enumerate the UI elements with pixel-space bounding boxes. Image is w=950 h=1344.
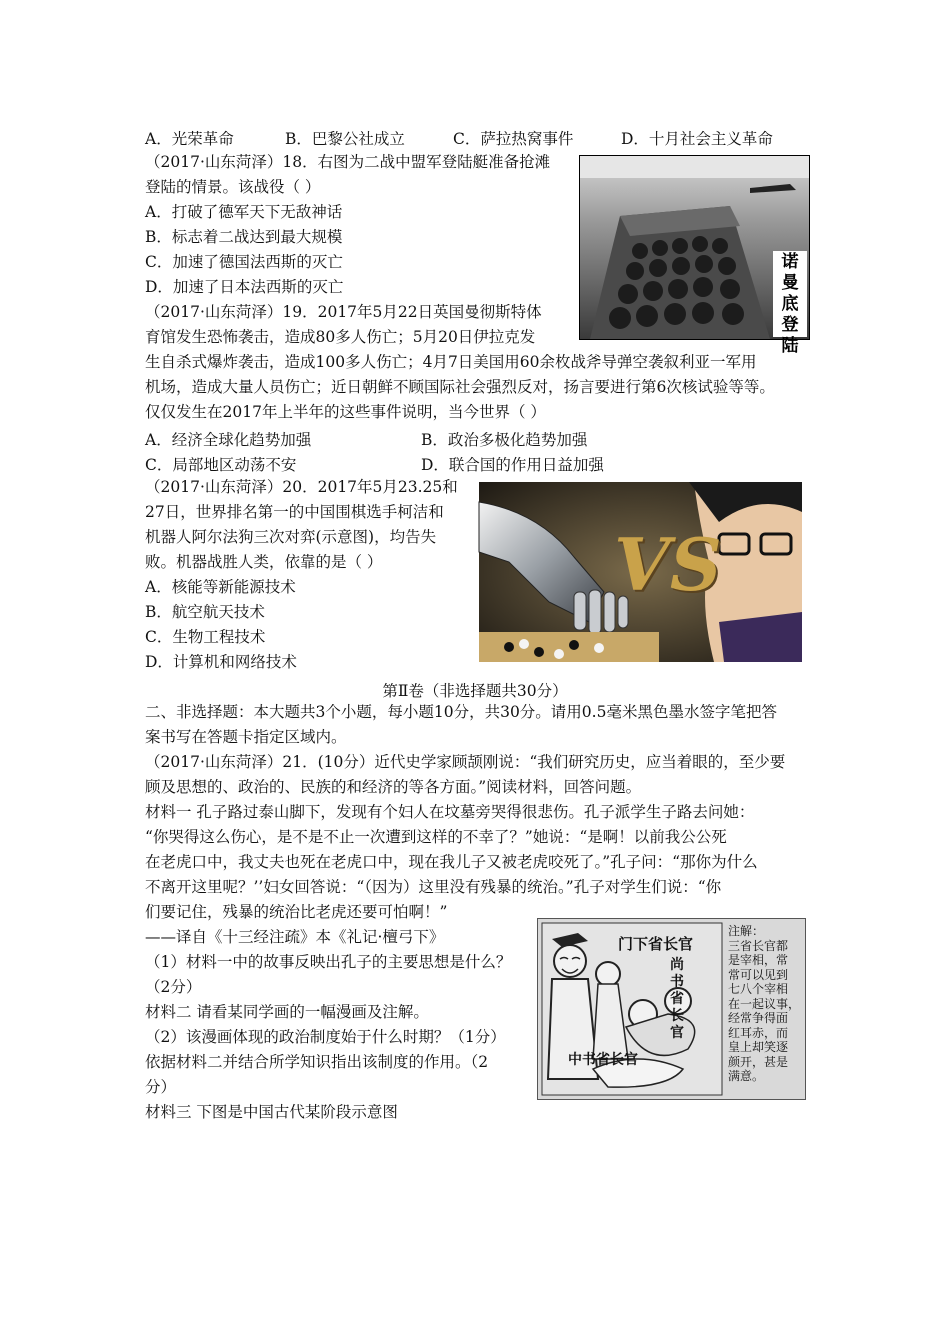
material1-source: ——译自《十三经注疏》本《礼记·檀弓下》 (145, 928, 445, 946)
normandy-caption: 诺曼底登陆 (781, 252, 799, 356)
q18-option-a: A．打破了德军天下无敌神话 (145, 203, 343, 221)
q19-stem-line: 机场，造成大量人员伤亡；近日朝鲜不顾国际社会强烈反对，扬言要进行第6次核试验等等。 (145, 378, 775, 396)
q20-option-a: A．核能等新能源技术 (145, 578, 296, 596)
q19-stem-line: 育馆发生恐怖袭击，造成80多人伤亡；5月20日伊拉克发 (145, 328, 536, 346)
q20-stem-line: 27日，世界排名第一的中国围棋选手柯洁和 (145, 503, 444, 521)
q17-option-a: A．光荣革命 (145, 130, 234, 148)
material1-line: 不离开这里呢？’’妇女回答说：“（因为）这里没有残暴的统治。”孔子对学生们说：“你 (145, 878, 722, 896)
q18-stem-line: （2017·山东菏泽）18．右图为二战中盟军登陆艇准备抢滩 (145, 153, 551, 171)
note-line: 经常争得面 (728, 1011, 789, 1025)
section-intro-line: 二、非选择题：本大题共3个小题，每小题10分，共30分。请用0.5毫米黑色墨水签字笔把答 (145, 703, 777, 721)
q20-option-d: D．计算机和网络技术 (145, 653, 297, 671)
q21-sub1-line: （1）材料一中的故事反映出孔子的主要思想是什么？ (145, 953, 512, 971)
q17-option-c: C．萨拉热窝事件 (453, 130, 574, 148)
q21-sub2-line: （2）该漫画体现的政治制度始于什么时期？（1分） (145, 1028, 506, 1046)
section-title: 第Ⅱ卷（非选择题共30分） (382, 682, 568, 700)
note-line: 三省长官都 (728, 938, 789, 953)
q18-option-b: B．标志着二战达到最大规模 (145, 228, 343, 246)
q20-stem-line: 败。机器战胜人类，依靠的是（ ） (145, 553, 383, 571)
q18-option-c: C．加速了德国法西斯的灭亡 (145, 253, 343, 271)
q18-stem-line: 登陆的情景。该战役（ ） (145, 178, 321, 196)
q21-stem-line: 顾及思想的、政治的、民族的和经济的等各方面。”阅读材料，回答问题。 (145, 778, 642, 796)
q20-option-c: C．生物工程技术 (145, 628, 266, 646)
vs-text: VS (614, 522, 722, 607)
three-departments-cartoon (537, 918, 806, 1100)
label-shangshu: 尚书省长官 (670, 957, 684, 1041)
q17-option-b: B．巴黎公社成立 (285, 130, 405, 148)
note-line: 皇上却笑逐 (728, 1040, 789, 1054)
material1-line: “你哭得这么伤心，是不是不止一次遭到这样的不幸了？”她说：“是啊！以前我公公死 (145, 828, 727, 846)
note-line: 颜开，甚是 (728, 1054, 789, 1069)
note-line: 常可以见到 (728, 967, 789, 982)
q20-option-b: B．航空航天技术 (145, 603, 265, 621)
q19-option-c: C．局部地区动荡不安 (145, 456, 297, 474)
cartoon-annotation (728, 924, 802, 1084)
q19-option-d: D．联合国的作用日益加强 (421, 456, 604, 474)
label-menxia: 门下省长官 (618, 935, 694, 953)
note-line: 注解： (728, 924, 765, 938)
note-line: 满意。 (728, 1069, 765, 1083)
note-line: 是宰相，常 (728, 953, 789, 967)
q20-stem-line: （2017·山东菏泽）20．2017年5月23.25和 (145, 478, 458, 496)
label-zhongshu: 中书省长官 (568, 1052, 638, 1068)
note-line: 在一起议事， (728, 996, 801, 1011)
material1-line: 在老虎口中，我丈夫也死在老虎口中，现在我儿子又被老虎咬死了。”孔子问：“那你为什么 (145, 853, 758, 871)
q17-option-d: D．十月社会主义革命 (621, 130, 773, 148)
q19-stem-line: （2017·山东菏泽）19．2017年5月22日英国曼彻斯特体 (145, 303, 542, 321)
q19-option-a: A．经济全球化趋势加强 (145, 431, 312, 449)
material1-line: 材料一 孔子路过泰山脚下，发现有个妇人在坟墓旁哭得很悲伤。孔子派学生子路去问她： (145, 803, 755, 821)
note-line: 红耳赤，而 (728, 1025, 789, 1040)
normandy-landing-photo (579, 155, 810, 356)
q21-sub1-line: （2分） (145, 978, 202, 996)
q21-sub2-line: 依据材料二并结合所学知识指出该制度的作用。（2 (145, 1053, 489, 1071)
q20-stem-line: 机器人阿尔法狗三次对弈(示意图)，均告失 (145, 528, 437, 546)
material3-text: 材料三 下图是中国古代某阶段示意图 (145, 1103, 398, 1121)
q19-option-b: B．政治多极化趋势加强 (421, 431, 588, 449)
q19-stem-line: 仅仅发生在2017年上半年的这些事件说明，当今世界（ ） (145, 403, 546, 421)
section-intro-line: 案书写在答题卡指定区域内。 (145, 728, 347, 746)
q18-option-d: D．加速了日本法西斯的灭亡 (145, 278, 344, 296)
q21-stem-line: （2017·山东菏泽）21．(10分）近代史学家顾颉刚说：“我们研究历史，应当着眼的，至少要 (145, 753, 786, 771)
material1-line: 们要记住，残暴的统治比老虎还要可怕啊！” (145, 903, 448, 921)
human-vs-robot-go-photo (479, 482, 802, 662)
q21-sub2-line: 分） (145, 1078, 177, 1096)
note-line: 七八个宰相 (728, 982, 789, 996)
material2-text: 材料二 请看某同学画的一幅漫画及注解。 (145, 1003, 429, 1021)
q19-stem-line: 生自杀式爆炸袭击，造成100多人伤亡；4月7日美国用60余枚战斧导弹空袭叙利亚一军用 (145, 353, 757, 371)
